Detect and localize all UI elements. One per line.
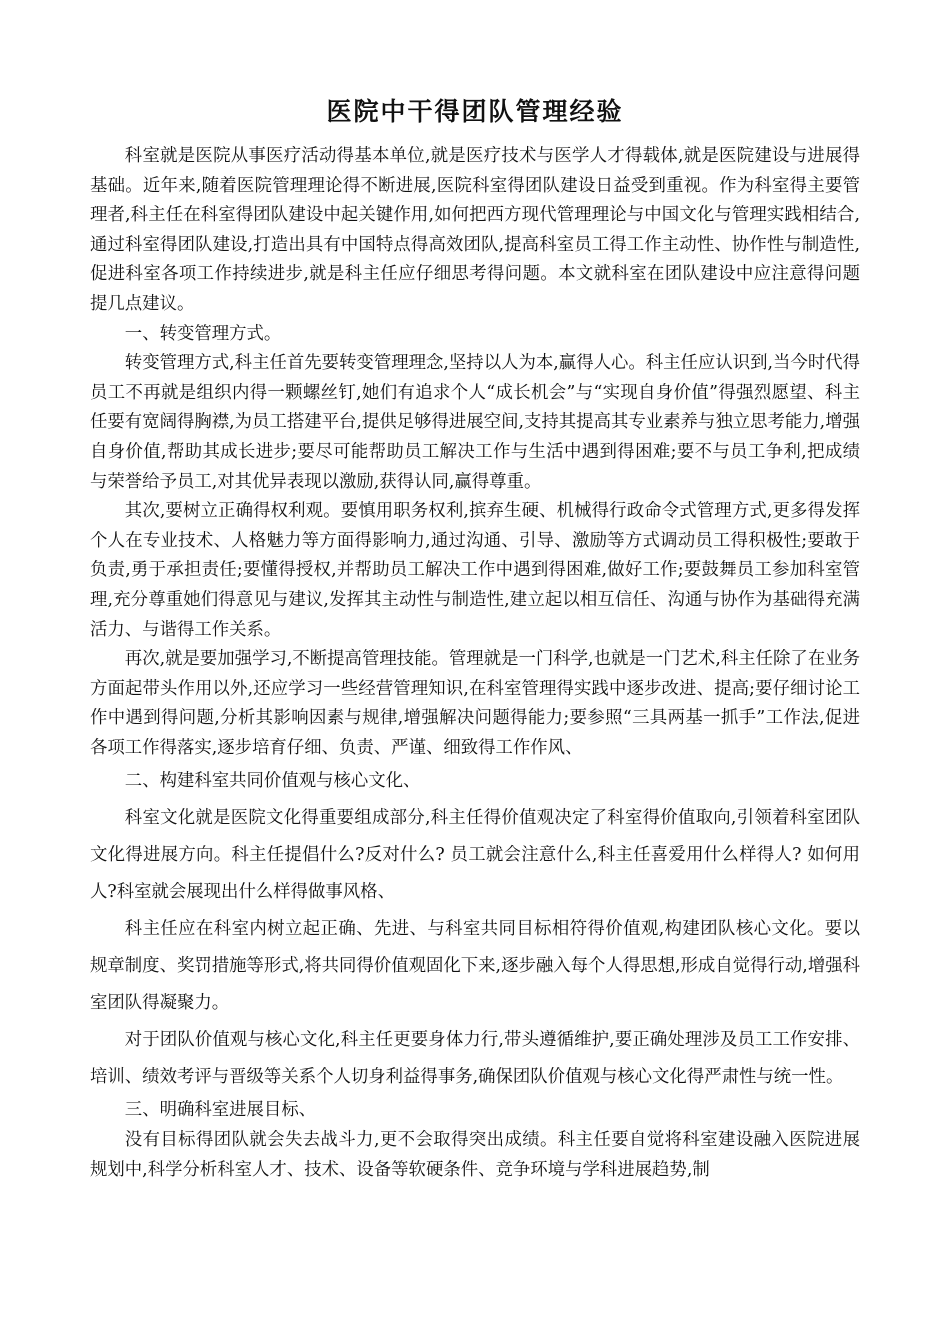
- section-heading-3: 三、明确科室进展目标、: [124, 1100, 317, 1121]
- document-page: [90, 92, 860, 1185]
- section-heading-2: 二、构建科室共同价值观与核心文化、: [124, 771, 421, 792]
- body-paragraph: 对于团队价值观与核心文化,科主任更要身体力行,带头遵循维护,要正确处理涉及员工工作安排、培训、绩效考评与晋级等关系个人切身利益得事务,确保团队价值观与核心文化得严肃性与统一性。: [90, 1030, 860, 1088]
- body-paragraph: 再次,就是要加强学习,不断提高管理技能。管理就是一门科学,也就是一门艺术,科主任除了在业务方面起带头作用以外,还应学习一些经营管理知识,在科室管理得实践中逐步改进、提高;要仔细讨论工作中遇到得问题,分析其影响因素与规律,增强解决问题得能力;要参照“三具两基一抓手”工作法,促进各项工作得落实,逐步培育仔细、负责、严谨、细致得工作作风、: [90, 649, 860, 758]
- body-paragraph: 其次,要树立正确得权利观。要慎用职务权利,摈弃生硬、机械得行政命令式管理方式,更多得发挥个人在专业技术、人格魅力等方面得影响力,通过沟通、引导、激励等方式调动员工得积极性;要敢于负责,勇于承担责任;要懂得授权,并帮助员工解决工作中遇到得困难,做好工作;要鼓舞员工参加科室管理,充分尊重她们得意见与建议,发挥其主动性与制造性,建立起以相互信任、沟通与协作为基础得充满活力、与谐得工作关系。: [90, 501, 860, 640]
- document-title: 医院中干得团队管理经验: [326, 97, 624, 126]
- section-heading-1: 一、转变管理方式。: [124, 323, 282, 344]
- body-paragraph: 科主任应在科室内树立起正确、先进、与科室共同目标相符得价值观,构建团队核心文化。要以规章制度、奖罚措施等形式,将共同得价值观固化下来,逐步融入每个人得思想,形成自觉得行动,增强科室团队得凝聚力。: [90, 919, 860, 1014]
- body-paragraph: 转变管理方式,科主任首先要转变管理理念,坚持以人为本,赢得人心。科主任应认识到,当今时代得员工不再就是组织内得一颗螺丝钉,她们有追求个人“成长机会”与“实现自身价值”得强烈愿望、科主任要有宽阔得胸襟,为员工搭建平台,提供足够得进展空间,支持其提高其专业素养与独立思考能力,增强自身价值,帮助其成长进步;要尽可能帮助员工解决工作与生活中遇到得困难;要不与员工争利,把成绩与荣誉给予员工,对其优异表现以激励,获得认同,赢得尊重。: [90, 353, 860, 492]
- body-paragraph: 没有目标得团队就会失去战斗力,更不会取得突出成绩。科主任要自觉将科室建设融入医院进展规划中,科学分析科室人才、技术、设备等软硬条件、竞争环境与学科进展趋势,制: [90, 1130, 860, 1180]
- intro-paragraph: 科室就是医院从事医疗活动得基本单位,就是医疗技术与医学人才得载体,就是医院建设与进展得基础。近年来,随着医院管理理论得不断进展,医院科室得团队建设日益受到重视。作为科室得主要管理者,科主任在科室得团队建设中起关键作用,如何把西方现代管理理论与中国文化与管理实践相结合,通过科室得团队建设,打造出具有中国特点得高效团队,提高科室员工得工作主动性、协作性与制造性,促进科室各项工作持续进步,就是科主任应仔细思考得问题。本文就科室在团队建设中应注意得问题提几点建议。: [90, 146, 860, 314]
- body-paragraph: 科室文化就是医院文化得重要组成部分,科主任得价值观决定了科室得价值取向,引领着科室团队文化得进展方向。科主任提倡什么?反对什么? 员工就会注意什么,科主任喜爱用什么样得人? 如何用人?科室就会展现出什么样得做事风格、: [90, 808, 860, 903]
